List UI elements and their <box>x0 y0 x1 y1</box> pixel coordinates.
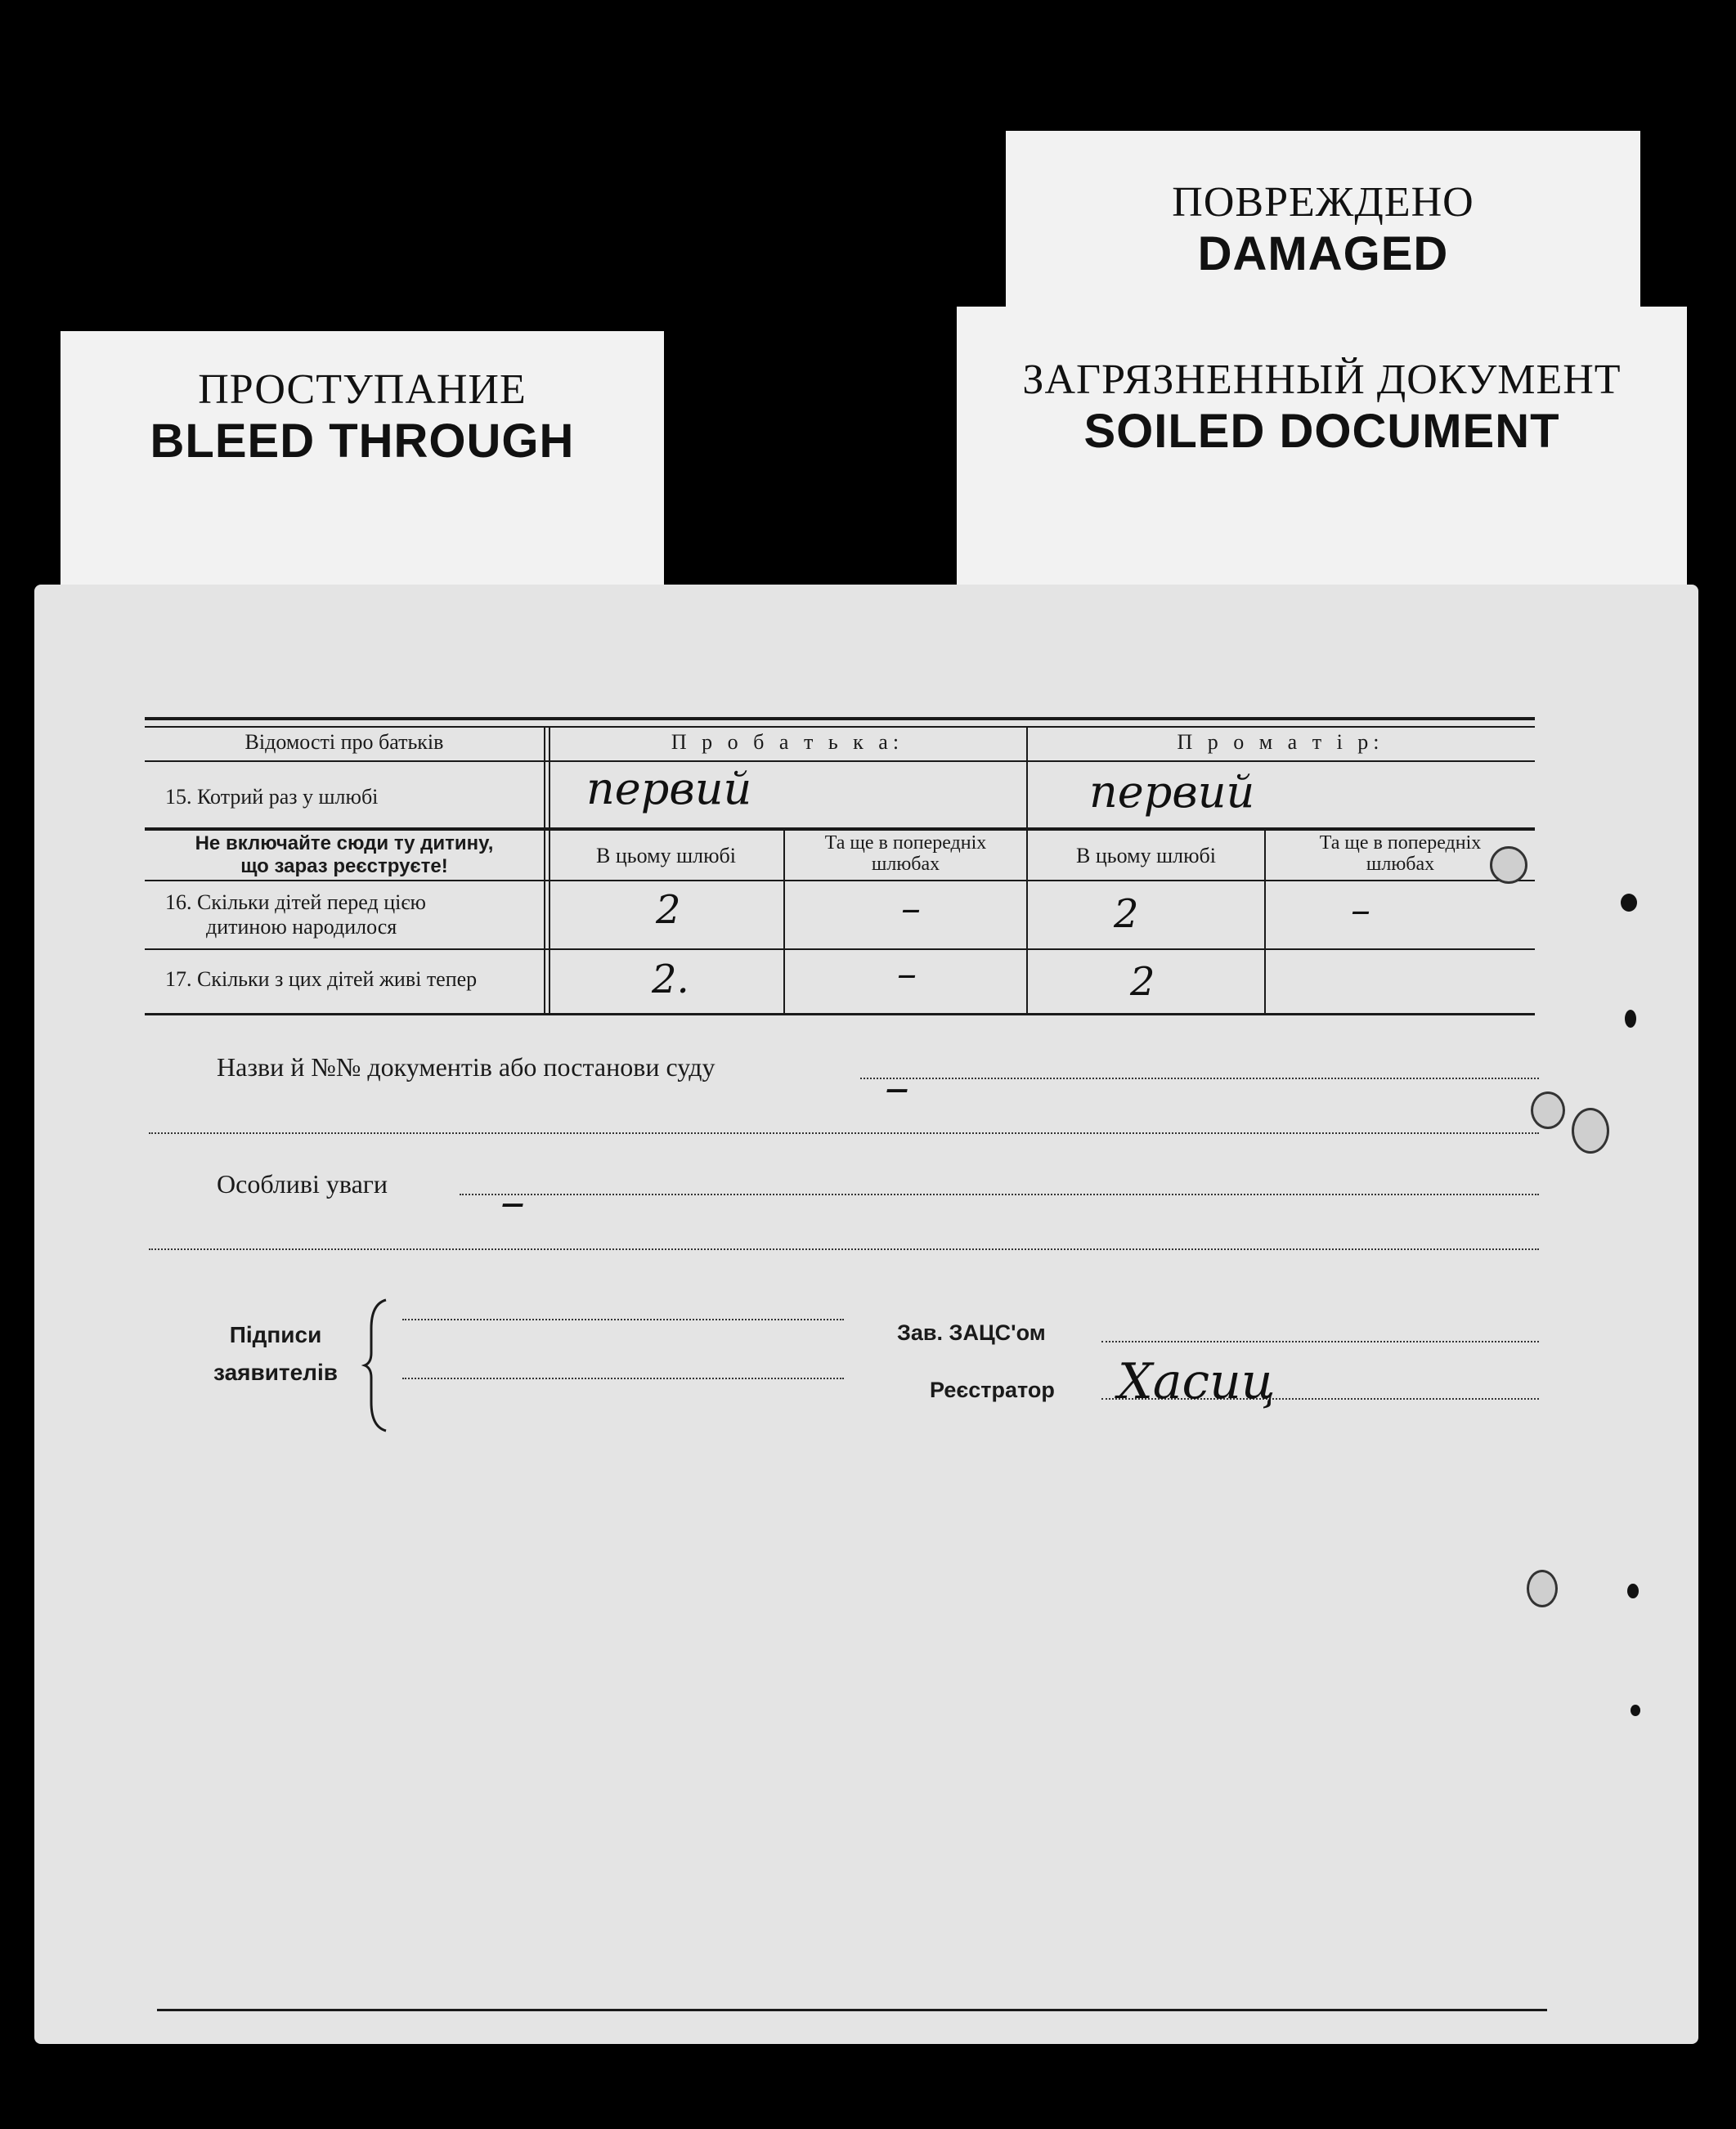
applicant-signatures-line1: Підписи <box>229 1322 322 1347</box>
row17-mother-current: 2 <box>1130 959 1155 1005</box>
soiled-label-card <box>957 307 1687 601</box>
col-divider-1a <box>544 726 545 1013</box>
documents-label: Назви й №№ документів або постанови суду <box>217 1052 715 1082</box>
soiled-label-ru: ЗАГРЯЗНЕННЫЙ ДОКУМЕНТ <box>1022 356 1622 403</box>
damage-spot <box>1625 1010 1636 1028</box>
row16-mother-current: 2 <box>1114 891 1139 937</box>
signatures-brace <box>361 1296 394 1435</box>
exclude-child-note <box>145 832 544 878</box>
damage-hole <box>1572 1108 1609 1154</box>
bleed-through-label-card <box>61 331 664 609</box>
damage-hole <box>1490 846 1527 884</box>
table-top-rule <box>145 717 1535 720</box>
damaged-label-en: DAMAGED <box>1197 227 1449 280</box>
mother-current-marriage-header: В цьому шлюбі <box>1076 844 1216 867</box>
soiled-label-en: SOILED DOCUMENT <box>1083 405 1560 458</box>
col-divider-3 <box>1026 726 1028 1013</box>
row17-father-previous: – <box>897 951 917 997</box>
exclude-child-note-line1: Не включайте сюди ту дитину, <box>195 832 494 854</box>
col-divider-1b <box>549 726 550 1013</box>
remarks-value: – <box>500 1173 525 1230</box>
applicant-signature-line-1 <box>402 1319 844 1320</box>
applicant-signatures-line2: заявителів <box>213 1360 338 1385</box>
row15-bottom-rule <box>145 827 1535 831</box>
row16-label-line1: 16. Скільки дітей перед цією <box>165 890 426 914</box>
row15-label: 15. Котрий раз у шлюбі <box>165 785 379 809</box>
bleed-through-label-ru: ПРОСТУПАНИЕ <box>198 366 527 413</box>
damage-spot <box>1621 894 1637 912</box>
row16-label <box>165 890 426 939</box>
father-previous-line2: шлюбах <box>871 854 940 875</box>
mother-previous-line2: шлюбах <box>1366 854 1435 875</box>
damaged-label-card <box>1006 131 1640 319</box>
registrar-signature: Хасиц <box>1118 1353 1276 1410</box>
row16-label-line2: дитиною народилося <box>206 915 397 939</box>
bleed-through-label-en: BLEED THROUGH <box>150 415 575 468</box>
applicant-signatures-label <box>202 1316 349 1392</box>
row15-mother-value: первий <box>1089 766 1255 818</box>
registration-form-page <box>34 585 1698 2044</box>
remarks-line-1 <box>460 1194 1539 1195</box>
head-zags-label: Зав. ЗАЦС'ом <box>897 1320 1046 1345</box>
applicant-signature-line-2 <box>402 1378 844 1379</box>
father-current-marriage-header: В цьому шлюбі <box>596 844 736 867</box>
registrar-label: Реєстратор <box>930 1378 1055 1402</box>
father-previous-line1: Та ще в попередніх <box>824 832 987 854</box>
header-about-mother: П р о м а т і р: <box>1177 730 1384 754</box>
documents-line-1 <box>860 1078 1539 1079</box>
damage-hole <box>1531 1091 1565 1129</box>
head-zags-line <box>1101 1341 1539 1342</box>
documents-value: – <box>885 1059 909 1116</box>
remarks-label: Особливі уваги <box>217 1169 388 1199</box>
subheader-rule <box>145 880 1535 881</box>
exclude-child-note-line2: що зараз реєструєте! <box>240 855 448 877</box>
row16-mother-previous: – <box>1351 887 1370 933</box>
page-bottom-rule <box>157 2009 1547 2011</box>
header-parents-info: Відомості про батьків <box>244 730 444 754</box>
row17-father-current: 2. <box>652 957 689 1002</box>
row15-father-value: первий <box>586 763 752 814</box>
documents-line-2 <box>149 1132 1539 1134</box>
row16-father-previous: – <box>901 885 921 931</box>
row16-bottom-rule <box>145 948 1535 950</box>
father-previous-marriages-header <box>785 832 1026 875</box>
remarks-line-2 <box>149 1248 1539 1250</box>
row17-label: 17. Скільки з цих дітей живі тепер <box>165 967 478 991</box>
table-top-rule-inner <box>145 726 1535 728</box>
damage-spot <box>1631 1705 1640 1716</box>
row16-father-current: 2 <box>656 887 681 933</box>
damaged-label-ru: ПОВРЕЖДЕНО <box>1172 179 1474 226</box>
table-bottom-rule <box>145 1013 1535 1015</box>
table-header-rule <box>145 760 1535 762</box>
header-about-father: П р о б а т ь к а: <box>671 730 904 754</box>
damage-spot <box>1627 1584 1639 1598</box>
damage-hole <box>1527 1570 1558 1607</box>
mother-previous-line1: Та ще в попередніх <box>1319 832 1482 854</box>
